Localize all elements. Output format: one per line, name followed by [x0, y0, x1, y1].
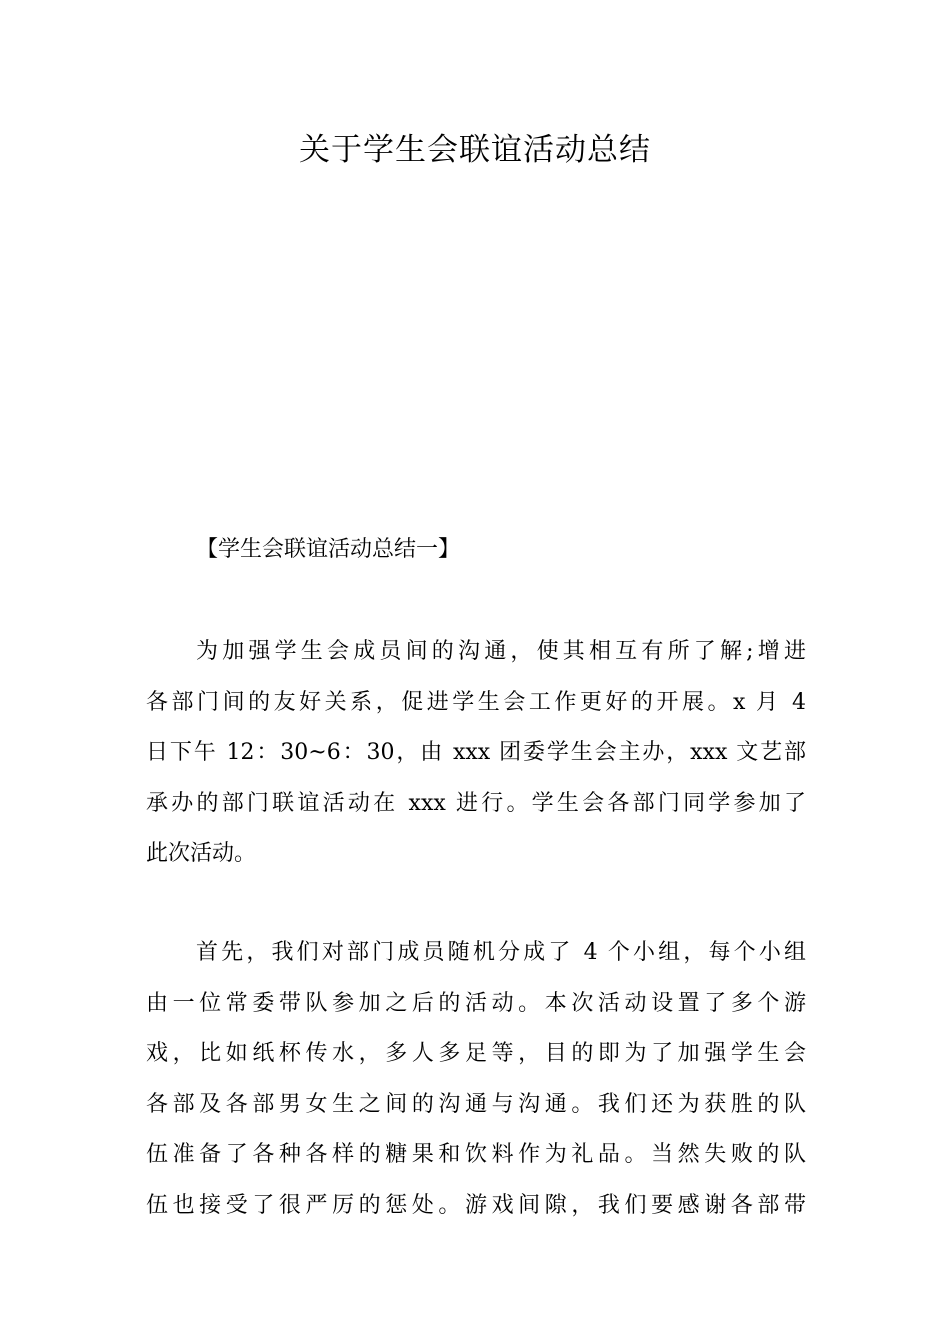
paragraph-line: 为加强学生会成员间的沟通，使其相互有所了解;增进 [196, 639, 806, 664]
paragraph-line: 此次活动。 [146, 841, 257, 866]
section-heading: 【学生会联谊活动总结一】 [196, 537, 461, 562]
paragraph-line: 日下午 12：30~6：30，由 xxx 团委学生会主办，xxx 文艺部 [146, 740, 806, 765]
paragraph-line: 由一位常委带队参加之后的活动。本次活动设置了多个游 [146, 990, 806, 1016]
paragraph-line: 首先，我们对部门成员随机分成了 4 个小组，每个小组 [196, 940, 806, 965]
paragraph-line: 戏，比如纸杯传水，多人多足等，目的即为了加强学生会 [146, 1041, 806, 1066]
document-title: 关于学生会联谊活动总结 [299, 132, 651, 168]
paragraph-1 [146, 627, 806, 880]
paragraph-line: 各部及各部男女生之间的沟通与沟通。我们还为获胜的队 [146, 1091, 806, 1117]
paragraph-line: 伍也接受了很严厉的惩处。游戏间隙，我们要感谢各部带 [146, 1192, 806, 1218]
paragraph-line: 承办的部门联谊活动在 xxx 进行。学生会各部门同学参加了 [146, 790, 806, 816]
paragraph-2 [146, 928, 806, 1231]
paragraph-line: 伍准备了各种各样的糖果和饮料作为礼品。当然失败的队 [146, 1142, 806, 1167]
paragraph-line: 各部门间的友好关系，促进学生会工作更好的开展。x 月 4 [146, 689, 806, 715]
